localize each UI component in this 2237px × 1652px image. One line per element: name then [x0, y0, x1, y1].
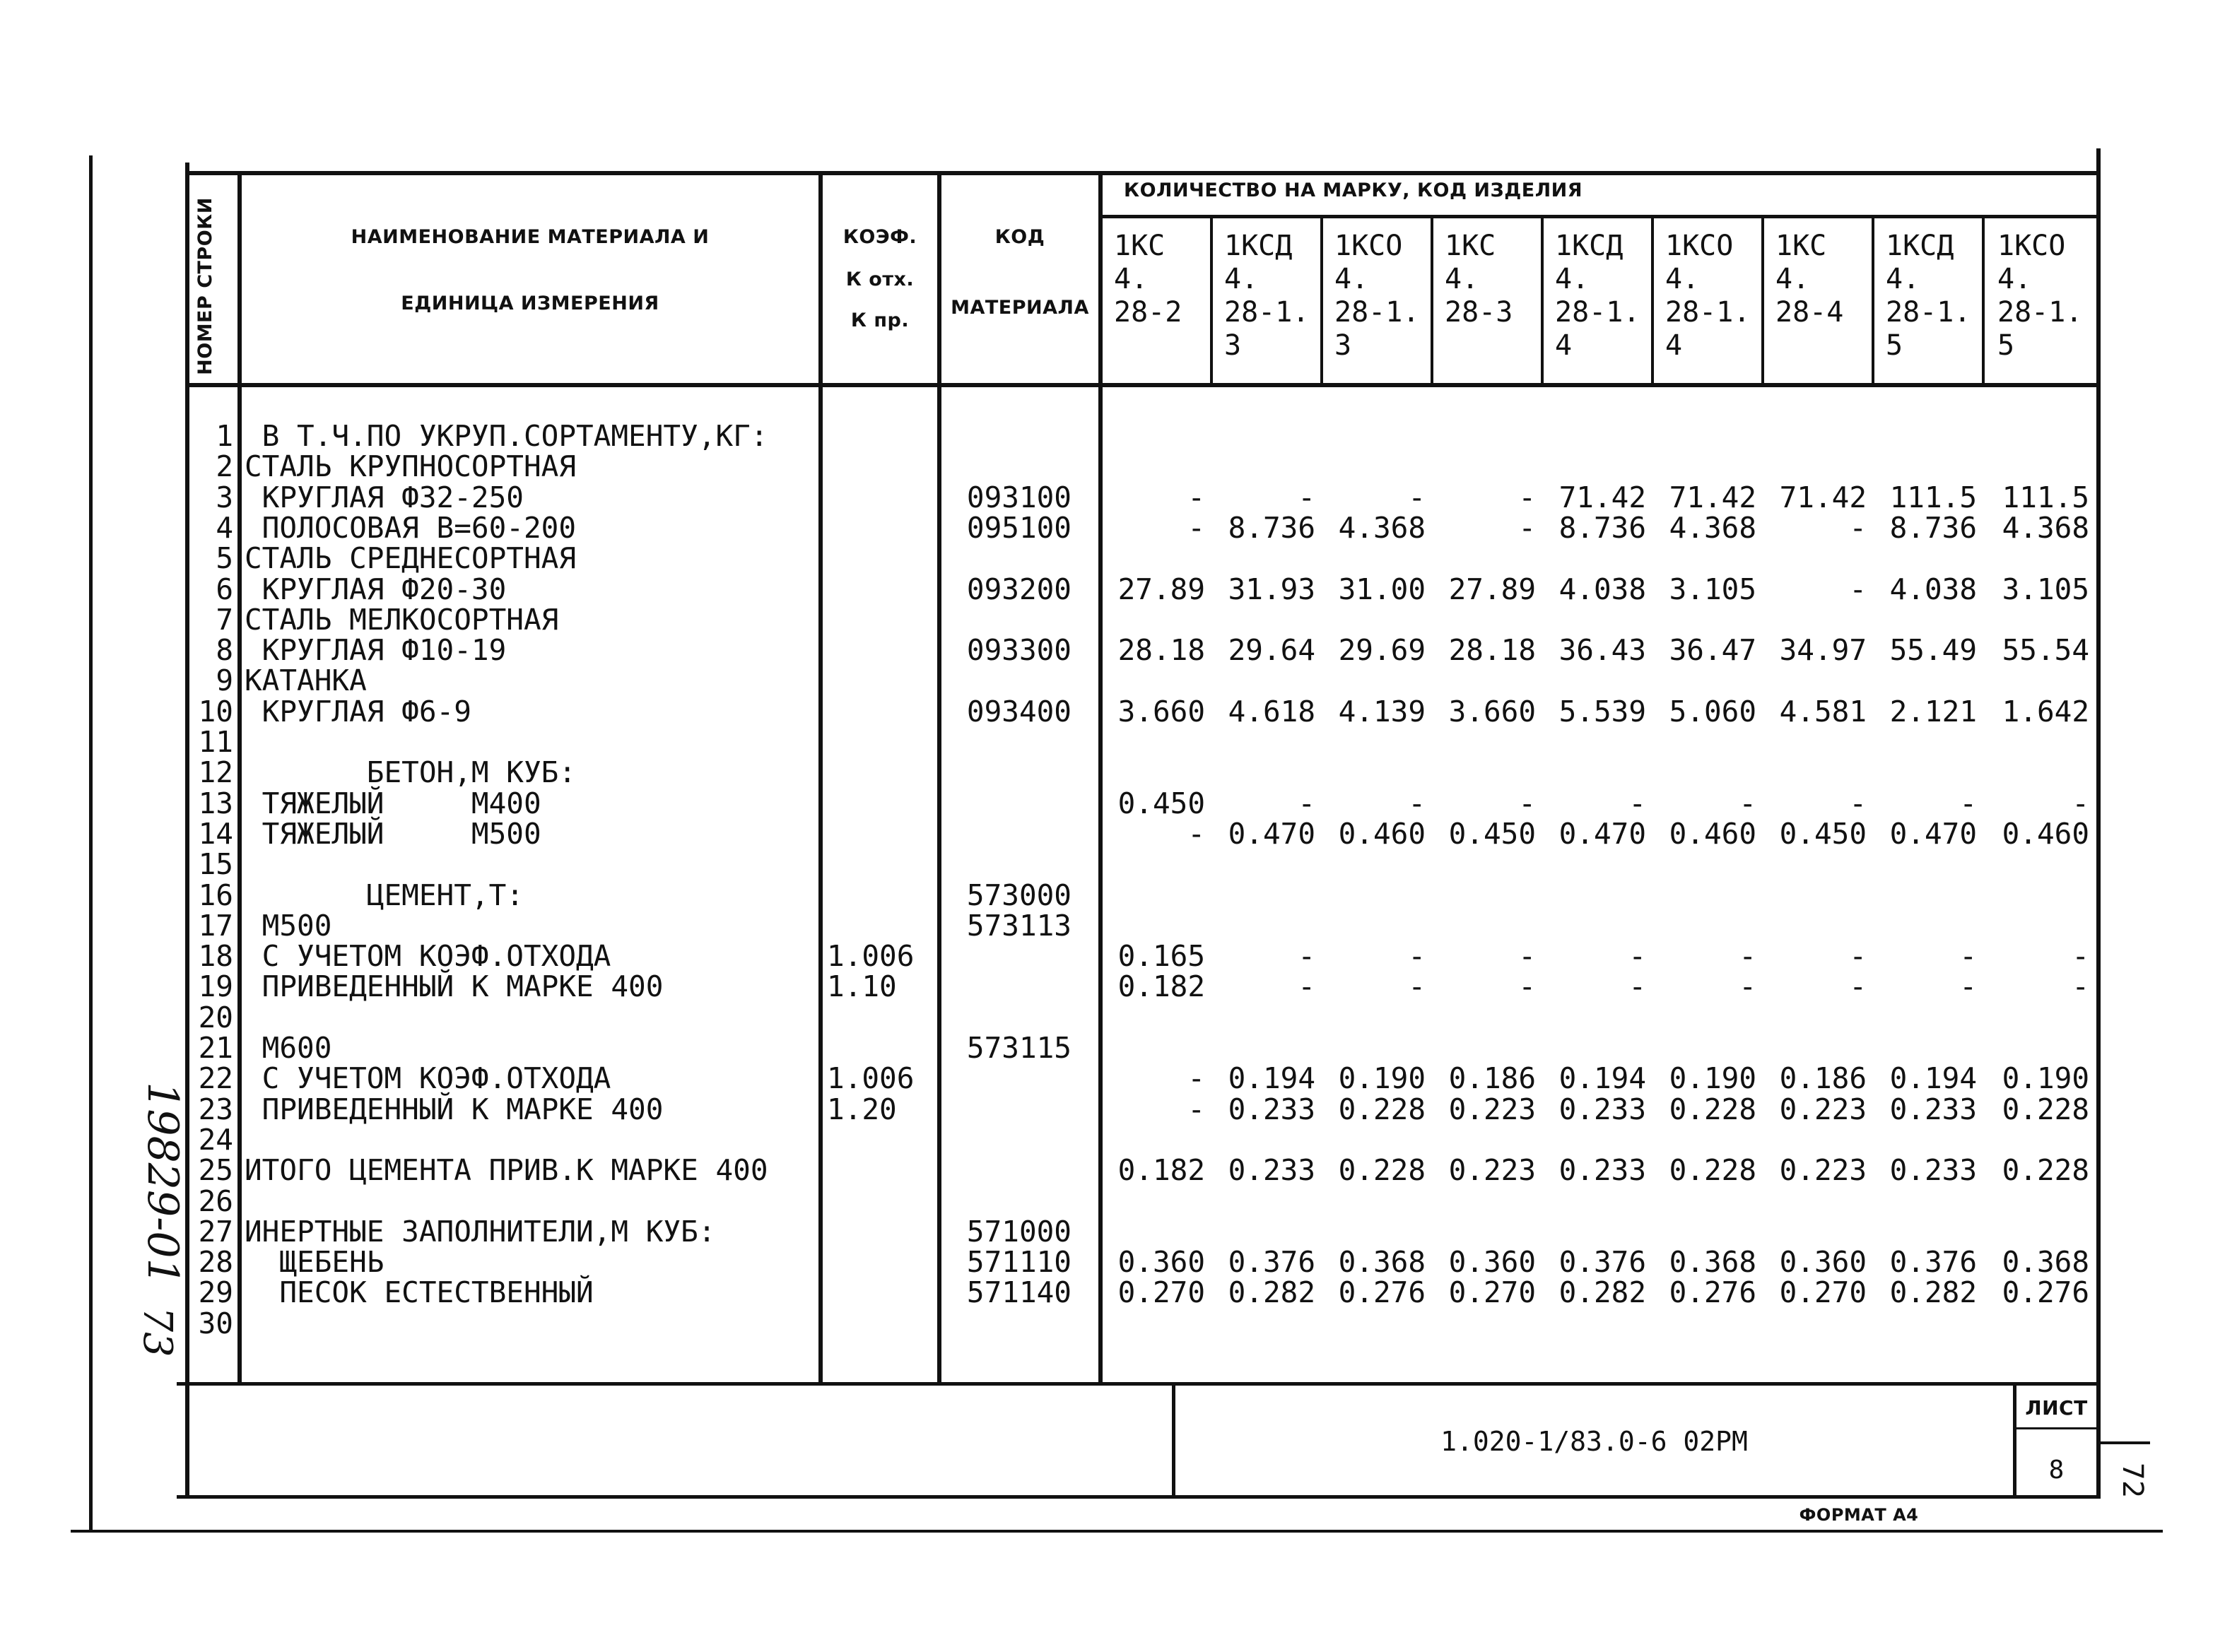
- row-number: 17: [198, 908, 233, 943]
- quantity-cell: -: [2072, 939, 2089, 974]
- table-row: [0, 421, 2237, 452]
- coefficient: 1.20: [827, 1092, 897, 1126]
- quantity-cell: 0.368: [1338, 1245, 1426, 1280]
- quantity-cell: -: [1298, 786, 1315, 820]
- quantity-cell: -: [1849, 572, 1867, 606]
- quantity-cell: 36.47: [1669, 633, 1756, 668]
- table-row: [0, 908, 2237, 943]
- table-row: [0, 694, 2237, 728]
- header-code-line1: КОД: [994, 226, 1045, 248]
- quantity-cell: 3.105: [1669, 572, 1756, 606]
- quantity-cell: 8.736: [1889, 510, 1977, 545]
- row-number: 14: [198, 816, 233, 851]
- quantity-cell: -: [1628, 786, 1646, 820]
- product-code-1: 1КС 4. 28-2: [1114, 230, 1182, 329]
- quantity-cell: 0.282: [1558, 1275, 1646, 1310]
- quantity-cell: 0.470: [1228, 816, 1315, 851]
- quantity-cell: 0.460: [1338, 816, 1426, 851]
- row-number: 21: [198, 1031, 233, 1065]
- material-name: КРУГЛАЯ Ф6-9: [245, 694, 471, 728]
- header-coef-line3: К пр.: [850, 309, 910, 331]
- quantity-cell: -: [1187, 816, 1205, 851]
- quantity-cell: 0.223: [1779, 1092, 1867, 1126]
- quantity-cell: 3.105: [2002, 572, 2089, 606]
- quantity-cell: 0.194: [1228, 1061, 1315, 1096]
- table-row: [0, 602, 2237, 637]
- row-number: 9: [216, 663, 233, 698]
- quantity-cell: 28.18: [1448, 633, 1536, 668]
- material-name: КРУГЛАЯ Ф10-19: [245, 633, 507, 668]
- quantity-cell: -: [1408, 939, 1426, 974]
- quantity-cell: 4.038: [1558, 572, 1646, 606]
- quantity-cell: 8.736: [1228, 510, 1315, 545]
- row-number: 24: [198, 1122, 233, 1157]
- table-row: [0, 635, 2237, 666]
- row-number: 5: [216, 541, 233, 576]
- quantity-cell: 3.660: [1117, 694, 1205, 728]
- page-number: 72: [2116, 1462, 2149, 1499]
- quantity-cell: 71.42: [1669, 480, 1756, 514]
- table-row: [0, 786, 2237, 820]
- quantity-cell: 0.228: [1338, 1092, 1426, 1126]
- row-number: 27: [198, 1214, 233, 1249]
- material-name: В Т.Ч.ПО УКРУП.СОРТАМЕНТУ,КГ:: [245, 419, 768, 453]
- quantity-cell: 0.223: [1448, 1153, 1536, 1188]
- quantity-cell: 5.060: [1669, 694, 1756, 728]
- table-top-line: [188, 171, 2101, 175]
- quantity-cell: -: [1298, 480, 1315, 514]
- table-row: [0, 543, 2237, 574]
- sheet-number: 8: [2048, 1456, 2065, 1485]
- quantity-cell: 0.190: [2002, 1061, 2089, 1096]
- header-name-line2: ЕДИНИЦА ИЗМЕРЕНИЯ: [401, 293, 659, 314]
- table-row: [0, 880, 2237, 911]
- material-code: 095100: [966, 510, 1071, 545]
- quantity-cell: 111.5: [2002, 480, 2089, 514]
- row-number: 11: [198, 725, 233, 759]
- quantity-cell: 4.368: [2002, 510, 2089, 545]
- product-code-6: 1КСО 4. 28-1. 4: [1665, 230, 1751, 362]
- side-document-number: 19829-01: [138, 1082, 187, 1285]
- material-name: ЦЕМЕНТ,Т:: [245, 878, 524, 912]
- quantity-cell: -: [1959, 786, 1977, 820]
- row-number: 15: [198, 847, 233, 882]
- coefficient: 1.006: [827, 939, 915, 974]
- quantity-cell: -: [1187, 1092, 1205, 1126]
- table-row: [0, 1000, 2237, 1034]
- quantity-cell: 0.223: [1779, 1153, 1867, 1188]
- product-code-2: 1КСД 4. 28-1. 3: [1224, 230, 1310, 362]
- quantity-cell: 29.64: [1228, 633, 1315, 668]
- row-number: 25: [198, 1153, 233, 1188]
- outer-bottom-line: [71, 1530, 2163, 1533]
- quantity-cell: 36.43: [1558, 633, 1646, 668]
- quantity-cell: -: [1187, 480, 1205, 514]
- product-code-7: 1КС 4. 28-4: [1775, 230, 1844, 329]
- quantity-cell: 4.368: [1338, 510, 1426, 545]
- document-code: 1.020-1/83.0-6 02РМ: [1440, 1426, 1748, 1457]
- material-code: 571000: [966, 1214, 1071, 1249]
- col-border-p8: [1982, 216, 1985, 384]
- material-name: ПОЛОСОВАЯ В=60-200: [245, 510, 576, 545]
- table-row: [0, 1306, 2237, 1340]
- material-code: 093200: [966, 572, 1071, 606]
- quantity-cell: 0.270: [1448, 1275, 1536, 1310]
- row-number: 13: [198, 786, 233, 820]
- quantity-cell: -: [1408, 786, 1426, 820]
- quantity-cell: 55.49: [1889, 633, 1977, 668]
- quantity-cell: 0.165: [1117, 939, 1205, 974]
- quantity-cell: 0.450: [1779, 816, 1867, 851]
- quantity-cell: 0.450: [1117, 786, 1205, 820]
- col-border-p1: [1210, 216, 1213, 384]
- quantity-cell: 0.376: [1889, 1245, 1977, 1280]
- quantity-cell: -: [1187, 510, 1205, 545]
- material-code: 573115: [966, 1031, 1071, 1065]
- col-border-p7: [1872, 216, 1874, 384]
- col-border-p4: [1541, 216, 1544, 384]
- quantity-cell: -: [1739, 939, 1756, 974]
- material-name: М500: [245, 908, 332, 943]
- quantity-cell: 0.228: [2002, 1092, 2089, 1126]
- material-name: ТЯЖЕЛЫЙ М500: [245, 816, 541, 851]
- quantity-cell: 4.139: [1338, 694, 1426, 728]
- quantity-cell: -: [1518, 510, 1536, 545]
- product-code-3: 1КСО 4. 28-1. 3: [1334, 230, 1420, 362]
- quantity-cell: 29.69: [1338, 633, 1426, 668]
- row-number: 7: [216, 602, 233, 637]
- quantity-cell: -: [1849, 786, 1867, 820]
- quantity-cell: 0.276: [1669, 1275, 1756, 1310]
- quantity-cell: -: [1849, 969, 1867, 1004]
- table-row: [0, 969, 2237, 1004]
- material-name: ИТОГО ЦЕМЕНТА ПРИВ.К МАРКЕ 400: [245, 1153, 768, 1188]
- material-name: ТЯЖЕЛЫЙ М400: [245, 786, 541, 820]
- quantity-cell: 55.54: [2002, 633, 2089, 668]
- material-name: ИНЕРТНЫЕ ЗАПОЛНИТЕЛИ,М КУБ:: [245, 1214, 716, 1249]
- material-name: ПРИВЕДЕННЫЙ К МАРКЕ 400: [245, 1092, 664, 1126]
- col-border-p6: [1761, 216, 1764, 384]
- quantity-cell: 0.190: [1669, 1061, 1756, 1096]
- quantity-cell: 31.00: [1338, 572, 1426, 606]
- quantity-cell: 8.736: [1558, 510, 1646, 545]
- quantity-cell: 28.18: [1117, 633, 1205, 668]
- row-number: 10: [198, 694, 233, 728]
- quantity-cell: 0.186: [1448, 1061, 1536, 1096]
- quantity-cell: 0.233: [1889, 1153, 1977, 1188]
- quantity-cell: 0.182: [1117, 969, 1205, 1004]
- material-name: КРУГЛАЯ Ф32-250: [245, 480, 524, 514]
- product-code-4: 1КС 4. 28-3: [1445, 230, 1513, 329]
- material-code: 571140: [966, 1275, 1071, 1310]
- quantity-cell: 71.42: [1779, 480, 1867, 514]
- coefficient: 1.10: [827, 969, 897, 1004]
- sheet-label-line: [2016, 1427, 2101, 1429]
- table-row: [0, 449, 2237, 484]
- table-row: [0, 1033, 2237, 1063]
- table-row: [0, 757, 2237, 788]
- header-bottom-line: [188, 383, 2101, 387]
- quantity-cell: 0.276: [2002, 1275, 2089, 1310]
- product-code-9: 1КСО 4. 28-1. 5: [1997, 230, 2083, 362]
- col-border-p2: [1320, 216, 1323, 384]
- material-code: 093100: [966, 480, 1071, 514]
- sheet-label: ЛИСТ: [2025, 1396, 2088, 1420]
- header-coef-line2: К отх.: [845, 269, 915, 290]
- quantity-cell: 111.5: [1889, 480, 1977, 514]
- material-name: СТАЛЬ СРЕДНЕСОРТНАЯ: [245, 541, 576, 576]
- table-row: [0, 480, 2237, 514]
- table-row: [0, 1275, 2237, 1310]
- header-row-number: НОМЕР СТРОКИ: [194, 197, 216, 375]
- quantity-cell: 1.642: [2002, 694, 2089, 728]
- material-name: ПРИВЕДЕННЫЙ К МАРКЕ 400: [245, 969, 664, 1004]
- quantity-cell: 27.89: [1448, 572, 1536, 606]
- table-row: [0, 1155, 2237, 1186]
- quantity-cell: 0.194: [1889, 1061, 1977, 1096]
- row-number: 19: [198, 969, 233, 1004]
- quantity-cell: 0.368: [1669, 1245, 1756, 1280]
- material-name: С УЧЕТОМ КОЭФ.ОТХОДА: [245, 939, 611, 974]
- material-name: КАТАНКА: [245, 663, 367, 698]
- qty-header-line: [1100, 215, 2101, 218]
- quantity-cell: 34.97: [1779, 633, 1867, 668]
- quantity-cell: 71.42: [1558, 480, 1646, 514]
- quantity-cell: 2.121: [1889, 694, 1977, 728]
- row-number: 1: [216, 419, 233, 453]
- row-number: 16: [198, 878, 233, 912]
- material-code: 093300: [966, 633, 1071, 668]
- quantity-cell: 0.460: [2002, 816, 2089, 851]
- format-label: ФОРМАТ А4: [1799, 1505, 1919, 1525]
- quantity-cell: 0.270: [1779, 1275, 1867, 1310]
- quantity-cell: 0.282: [1228, 1275, 1315, 1310]
- quantity-cell: -: [1849, 510, 1867, 545]
- quantity-cell: 0.360: [1448, 1245, 1536, 1280]
- material-name: СТАЛЬ КРУПНОСОРТНАЯ: [245, 449, 576, 484]
- header-code-line2: МАТЕРИАЛА: [951, 297, 1089, 319]
- table-row: [0, 1186, 2237, 1217]
- table-row: [0, 941, 2237, 972]
- quantity-cell: -: [1959, 969, 1977, 1004]
- quantity-cell: 0.233: [1228, 1092, 1315, 1126]
- quantity-cell: 0.360: [1117, 1245, 1205, 1280]
- quantity-cell: 0.223: [1448, 1092, 1536, 1126]
- quantity-cell: 0.228: [1338, 1153, 1426, 1188]
- material-code: 573000: [966, 878, 1071, 912]
- quantity-cell: 0.360: [1779, 1245, 1867, 1280]
- quantity-cell: -: [1408, 969, 1426, 1004]
- quantity-cell: -: [1628, 969, 1646, 1004]
- table-row: [0, 1063, 2237, 1094]
- material-name: С УЧЕТОМ КОЭФ.ОТХОДА: [245, 1061, 611, 1096]
- quantity-cell: 0.470: [1558, 816, 1646, 851]
- row-number: 8: [216, 633, 233, 668]
- material-code: 573113: [966, 908, 1071, 943]
- row-number: 2: [216, 449, 233, 484]
- row-number: 4: [216, 510, 233, 545]
- quantity-cell: 27.89: [1117, 572, 1205, 606]
- quantity-cell: -: [1849, 939, 1867, 974]
- quantity-cell: 4.581: [1779, 694, 1867, 728]
- row-number: 12: [198, 755, 233, 790]
- col-border-p5: [1651, 216, 1654, 384]
- quantity-cell: 0.233: [1558, 1153, 1646, 1188]
- row-number: 26: [198, 1184, 233, 1218]
- quantity-cell: 0.470: [1889, 816, 1977, 851]
- quantity-cell: -: [2072, 969, 2089, 1004]
- quantity-cell: 0.460: [1669, 816, 1756, 851]
- table-row: [0, 663, 2237, 698]
- table-row: [0, 1247, 2237, 1278]
- quantity-cell: -: [1518, 969, 1536, 1004]
- quantity-cell: 0.233: [1558, 1092, 1646, 1126]
- material-name: ЩЕБЕНЬ: [245, 1245, 384, 1280]
- quantity-cell: 0.376: [1228, 1245, 1315, 1280]
- quantity-cell: -: [1518, 786, 1536, 820]
- table-row: [0, 727, 2237, 757]
- quantity-cell: 3.660: [1448, 694, 1536, 728]
- quantity-cell: 0.182: [1117, 1153, 1205, 1188]
- quantity-cell: 5.539: [1558, 694, 1646, 728]
- quantity-cell: -: [2072, 786, 2089, 820]
- header-quantity: КОЛИЧЕСТВО НА МАРКУ, КОД ИЗДЕЛИЯ: [1124, 179, 1583, 201]
- row-number: 3: [216, 480, 233, 514]
- material-name: КРУГЛАЯ Ф20-30: [245, 572, 507, 606]
- header-coef-line1: КОЭФ.: [842, 226, 917, 248]
- quantity-cell: 0.186: [1779, 1061, 1867, 1096]
- table-row: [0, 1214, 2237, 1249]
- quantity-cell: 0.368: [2002, 1245, 2089, 1280]
- quantity-cell: 0.450: [1448, 816, 1536, 851]
- table-bottom-line: [177, 1382, 2101, 1386]
- material-name: БЕТОН,М КУБ:: [245, 755, 576, 790]
- product-code-5: 1КСД 4. 28-1. 4: [1555, 230, 1640, 362]
- quantity-cell: 0.228: [1669, 1092, 1756, 1126]
- margin-tick-line: [2101, 1441, 2150, 1444]
- quantity-cell: -: [1628, 939, 1646, 974]
- quantity-cell: 0.228: [1669, 1153, 1756, 1188]
- row-number: 18: [198, 939, 233, 974]
- quantity-cell: 0.190: [1338, 1061, 1426, 1096]
- header-name-line1: НАИМЕНОВАНИЕ МАТЕРИАЛА И: [351, 226, 710, 248]
- stamp-bottom-line: [177, 1495, 2101, 1499]
- material-name: М600: [245, 1031, 332, 1065]
- side-page-number: 73: [134, 1306, 180, 1357]
- table-row: [0, 574, 2237, 605]
- col-border-p3: [1431, 216, 1433, 384]
- row-number: 30: [198, 1306, 233, 1340]
- quantity-cell: -: [1187, 1061, 1205, 1096]
- quantity-cell: -: [1739, 786, 1756, 820]
- row-number: 20: [198, 1000, 233, 1034]
- material-name: СТАЛЬ МЕЛКОСОРТНАЯ: [245, 602, 559, 637]
- table-row: [0, 849, 2237, 880]
- coefficient: 1.006: [827, 1061, 915, 1096]
- table-row: [0, 816, 2237, 851]
- quantity-cell: -: [1959, 939, 1977, 974]
- table-row: [0, 510, 2237, 545]
- quantity-cell: 4.038: [1889, 572, 1977, 606]
- quantity-cell: 0.233: [1228, 1153, 1315, 1188]
- table-row: [0, 1122, 2237, 1157]
- table-row: [0, 1092, 2237, 1126]
- row-number: 23: [198, 1092, 233, 1126]
- quantity-cell: -: [1518, 939, 1536, 974]
- quantity-cell: 0.228: [2002, 1153, 2089, 1188]
- quantity-cell: 0.276: [1338, 1275, 1426, 1310]
- quantity-cell: 0.282: [1889, 1275, 1977, 1310]
- quantity-cell: 31.93: [1228, 572, 1315, 606]
- quantity-cell: -: [1739, 969, 1756, 1004]
- row-number: 28: [198, 1245, 233, 1280]
- quantity-cell: -: [1298, 939, 1315, 974]
- row-number: 6: [216, 572, 233, 606]
- material-name: ПЕСОК ЕСТЕСТВЕННЫЙ: [245, 1275, 594, 1310]
- material-code: 093400: [966, 694, 1071, 728]
- quantity-cell: -: [1408, 480, 1426, 514]
- quantity-cell: 0.233: [1889, 1092, 1977, 1126]
- quantity-cell: 0.194: [1558, 1061, 1646, 1096]
- row-number: 22: [198, 1061, 233, 1096]
- quantity-cell: -: [1518, 480, 1536, 514]
- material-code: 571110: [966, 1245, 1071, 1280]
- product-code-8: 1КСД 4. 28-1. 5: [1886, 230, 1971, 362]
- quantity-cell: 0.270: [1117, 1275, 1205, 1310]
- quantity-cell: -: [1298, 969, 1315, 1004]
- row-number: 29: [198, 1275, 233, 1310]
- quantity-cell: 4.618: [1228, 694, 1315, 728]
- quantity-cell: 4.368: [1669, 510, 1756, 545]
- quantity-cell: 0.376: [1558, 1245, 1646, 1280]
